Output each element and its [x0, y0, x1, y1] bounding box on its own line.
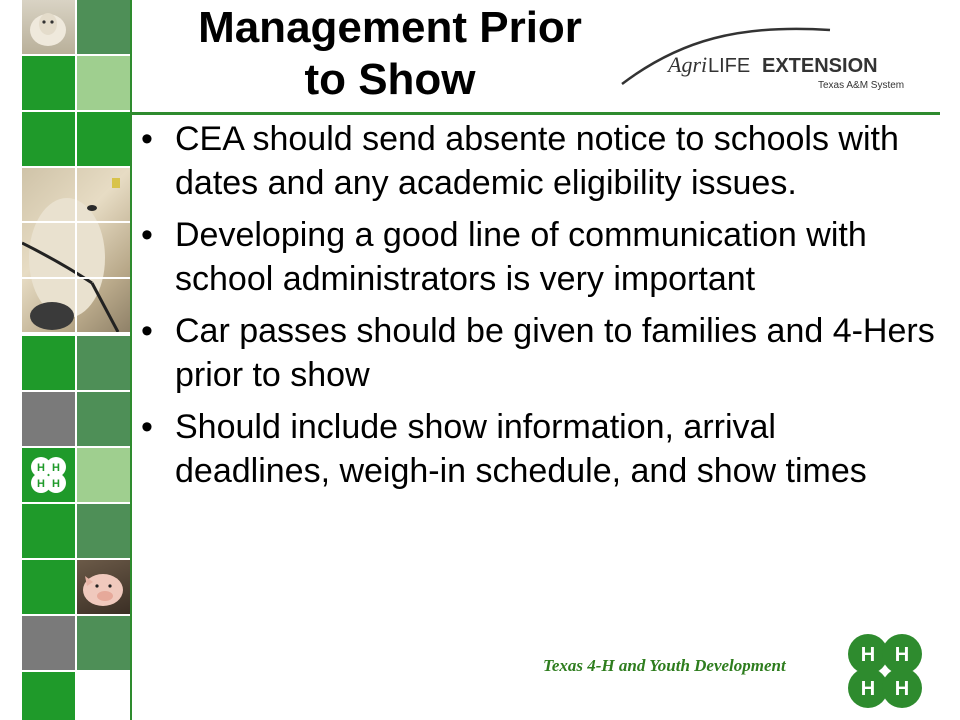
tile	[22, 616, 75, 670]
cow-photo	[22, 168, 130, 332]
bullet-dot: •	[141, 120, 153, 158]
clover-icon	[22, 448, 75, 502]
logo-system: Texas A&M System	[818, 80, 905, 91]
sheep-icon	[22, 0, 75, 54]
clover-letter: H	[37, 478, 45, 490]
title-line-1: Management Prior	[198, 3, 582, 52]
bullet-dot: •	[141, 312, 153, 350]
clover-letter: H	[52, 478, 60, 490]
tile	[22, 392, 75, 446]
4h-clover-icon	[842, 628, 928, 714]
tile	[77, 448, 130, 502]
bullet-dot: •	[141, 216, 153, 254]
tile	[77, 336, 130, 390]
bullet-text: Should include show information, arrival deadlines, weigh-in schedule, and show times	[175, 408, 867, 490]
tile	[77, 672, 130, 720]
bullet-text: CEA should send absente notice to schools with dates and any academic eligibility issues.	[175, 120, 899, 202]
tile	[22, 504, 75, 558]
list-item	[135, 213, 935, 301]
clover-letter: H	[860, 644, 876, 666]
tile	[22, 336, 75, 390]
sidebar-divider	[130, 0, 132, 720]
clover-letter: H	[37, 462, 45, 474]
bullet-list	[135, 117, 935, 501]
sheep-photo	[22, 0, 75, 54]
tile	[22, 672, 75, 720]
title-divider	[132, 112, 940, 115]
tile	[22, 56, 75, 110]
pig-icon	[77, 560, 130, 614]
title-line-2: to Show	[304, 55, 476, 104]
pig-photo	[77, 560, 130, 614]
list-item	[135, 309, 935, 397]
clover-letter: H	[52, 462, 60, 474]
tile	[22, 112, 75, 166]
logo-life: LIFE	[708, 55, 751, 77]
tile	[77, 0, 130, 54]
list-item	[135, 117, 935, 205]
clover-tile	[22, 448, 75, 502]
clover-letter: H	[894, 678, 910, 700]
sidebar-mosaic	[0, 0, 132, 720]
bullet-text: Car passes should be given to families and 4-Hers prior to show	[175, 312, 935, 394]
cow-icon	[22, 168, 130, 332]
bullet-text: Developing a good line of communication with school administrators is very important	[175, 216, 867, 298]
footer-text: Texas 4-H and Youth Development	[543, 656, 786, 675]
bullet-dot: •	[141, 408, 153, 446]
slide-title	[140, 2, 640, 106]
tile	[77, 616, 130, 670]
list-item	[135, 405, 935, 493]
logo-agri: Agri	[668, 52, 708, 77]
clover-letter: H	[894, 644, 910, 666]
logo-extension: EXTENSION	[762, 55, 878, 77]
tile	[77, 112, 130, 166]
tile	[77, 56, 130, 110]
agrilife-extension-logo	[620, 22, 920, 92]
tile	[77, 504, 130, 558]
clover-letter: H	[860, 678, 876, 700]
tile	[77, 392, 130, 446]
tile	[22, 560, 75, 614]
